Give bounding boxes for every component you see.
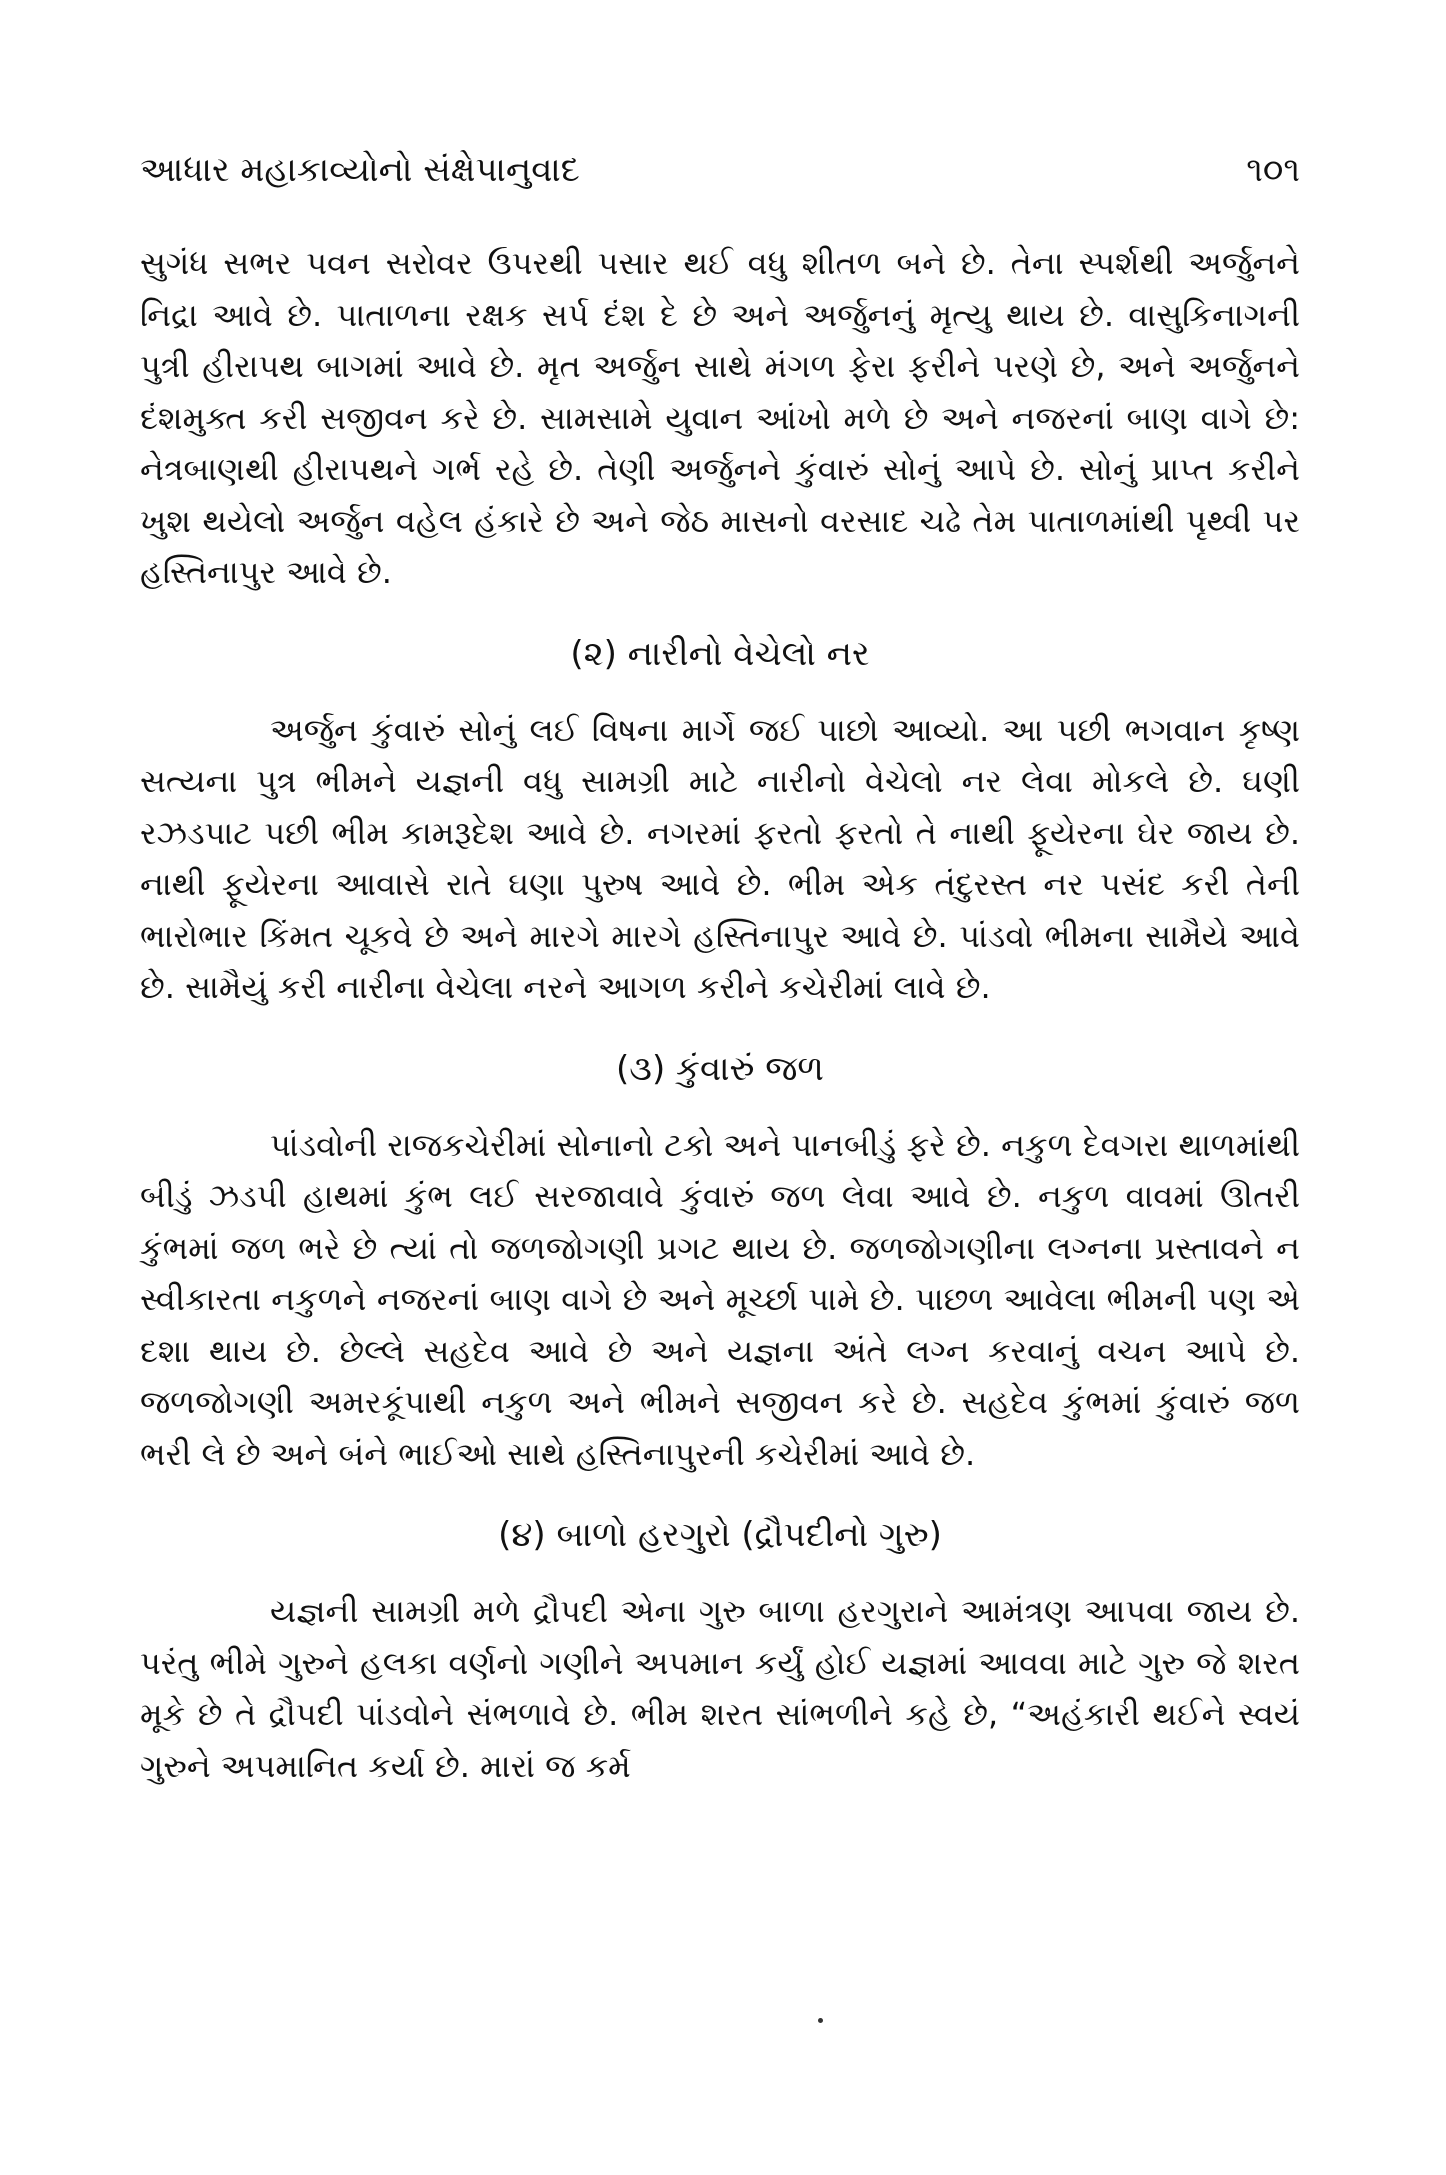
page-number: ૧૦૧ [1246, 150, 1300, 190]
running-title: આધાર મહાકાવ્યોનો સંક્ષેપાનુવાદ [140, 150, 580, 190]
section-heading-3: (૩) કુંવારું જળ [616, 1048, 824, 1089]
page-speck [818, 2018, 823, 2023]
paragraph-kunvaru-jal: પાંડવોની રાજકચેરીમાં સોનાનો ટકો અને પાનબીડું ફરે છે. નકુળ દેવગરા થાળમાંથી બીડું ઝડપી હાથમાં કુંભ લઈ સરજાવાવે કુંવારું જળ લેવા આવે છે. નકુળ વાવમાં ઊતરી કુંભમાં જળ ભરે છે ત્યાં તો જળજોગણી પ્રગટ થાય છે. જળજોગણીના લગ્નના પ્રસ્તાવને ન સ્વીકારતા નકુળને નજરનાં બાણ વાગે છે અને મૂર્ચ્છા પામે છે. પાછળ આવેલા ભીમની પણ એ દશા થાય છે. છેલ્લે સહદેવ આવે છે અને યજ્ઞના અંતે લગ્ન કરવાનું વચન આપે છે. જળજોગણી અમરકૂંપાથી નકુળ અને ભીમને સજીવન કરે છે. સહદેવ કુંભમાં કુંવારું જળ ભરી લે છે અને બંને ભાઈઓ સાથે હસ્તિનાપુરની કચેરીમાં આવે છે. [140, 1125, 1300, 1473]
book-page [140, 150, 1300, 1792]
section-heading-2: (૨) નારીનો વેચેલો નર [570, 633, 870, 674]
running-header [140, 150, 1300, 190]
section-heading-4: (૪) બાળો હરગુરો (દ્રૌપદીનો ગુરુ) [498, 1515, 942, 1555]
paragraph-nari-vechelo-nar: અર્જુન કુંવારું સોનું લઈ વિષના માર્ગે જઈ પાછો આવ્યો. આ પછી ભગવાન કૃષ્ણ સત્યના પુત્ર ભીમને યજ્ઞની વધુ સામગ્રી માટે નારીનો વેચેલો નર લેવા મોકલે છે. ઘણી રઝડપાટ પછી ભીમ કામરૂદેશ આવે છે. નગરમાં ફરતો ફરતો તે નાથી ફૂયેરના ઘેર જાય છે. નાથી ફૂયેરના આવાસે રાતે ઘણા પુરુષ આવે છે. ભીમ એક તંદુરસ્ત નર પસંદ કરી તેની ભારોભાર કિંમત ચૂકવે છે અને મારગે મારગે હસ્તિનાપુર આવે છે. પાંડવો ભીમના સામૈયે આવે છે. સામૈયું કરી નારીના વેચેલા નરને આગળ કરીને કચેરીમાં લાવે છે. [140, 710, 1300, 1006]
paragraph-balo-hargure: યજ્ઞની સામગ્રી મળે દ્રૌપદી એના ગુરુ બાળા હરગુરાને આમંત્રણ આપવા જાય છે. પરંતુ ભીમે ગુરુને હલકા વર્ણનો ગણીને અપમાન કર્યું હોઈ યજ્ઞમાં આવવા માટે ગુરુ જે શરત મૂકે છે તે દ્રૌપદી પાંડવોને સંભળાવે છે. ભીમ શરત સાંભળીને કહે છે, “અહંકારી થઈને સ્વયં ગુરુને અપમાનિત કર્યા છે. મારાં જ કર્મ [140, 1592, 1300, 1785]
paragraph-arjun-patal: સુગંધ સભર પવન સરોવર ઉપરથી પસાર થઈ વધુ શીતળ બને છે. તેના સ્પર્શથી અર્જુનને નિદ્રા આવે છે. પાતાળના રક્ષક સર્પ દંશ દે છે અને અર્જુનનું મૃત્યુ થાય છે. વાસુકિનાગની પુત્રી હીરાપથ બાગમાં આવે છે. મૃત અર્જુન સાથે મંગળ ફેરા ફરીને પરણે છે, અને અર્જુનને દંશમુક્ત કરી સજીવન કરે છે. સામસામે યુવાન આંખો મળે છે અને નજરનાં બાણ વાગે છે: નેત્રબાણથી હીરાપથને ગર્ભ રહે છે. તેણી અર્જુનને કુંવારું સોનું આપે છે. સોનું પ્રાપ્ત કરીને ખુશ થયેલો અર્જુન વહેલ હંકારે છે અને જેઠ માસનો વરસાદ ચઢે તેમ પાતાળમાંથી પૃથ્વી પર હસ્તિનાપુર આવે છે. [140, 244, 1300, 591]
